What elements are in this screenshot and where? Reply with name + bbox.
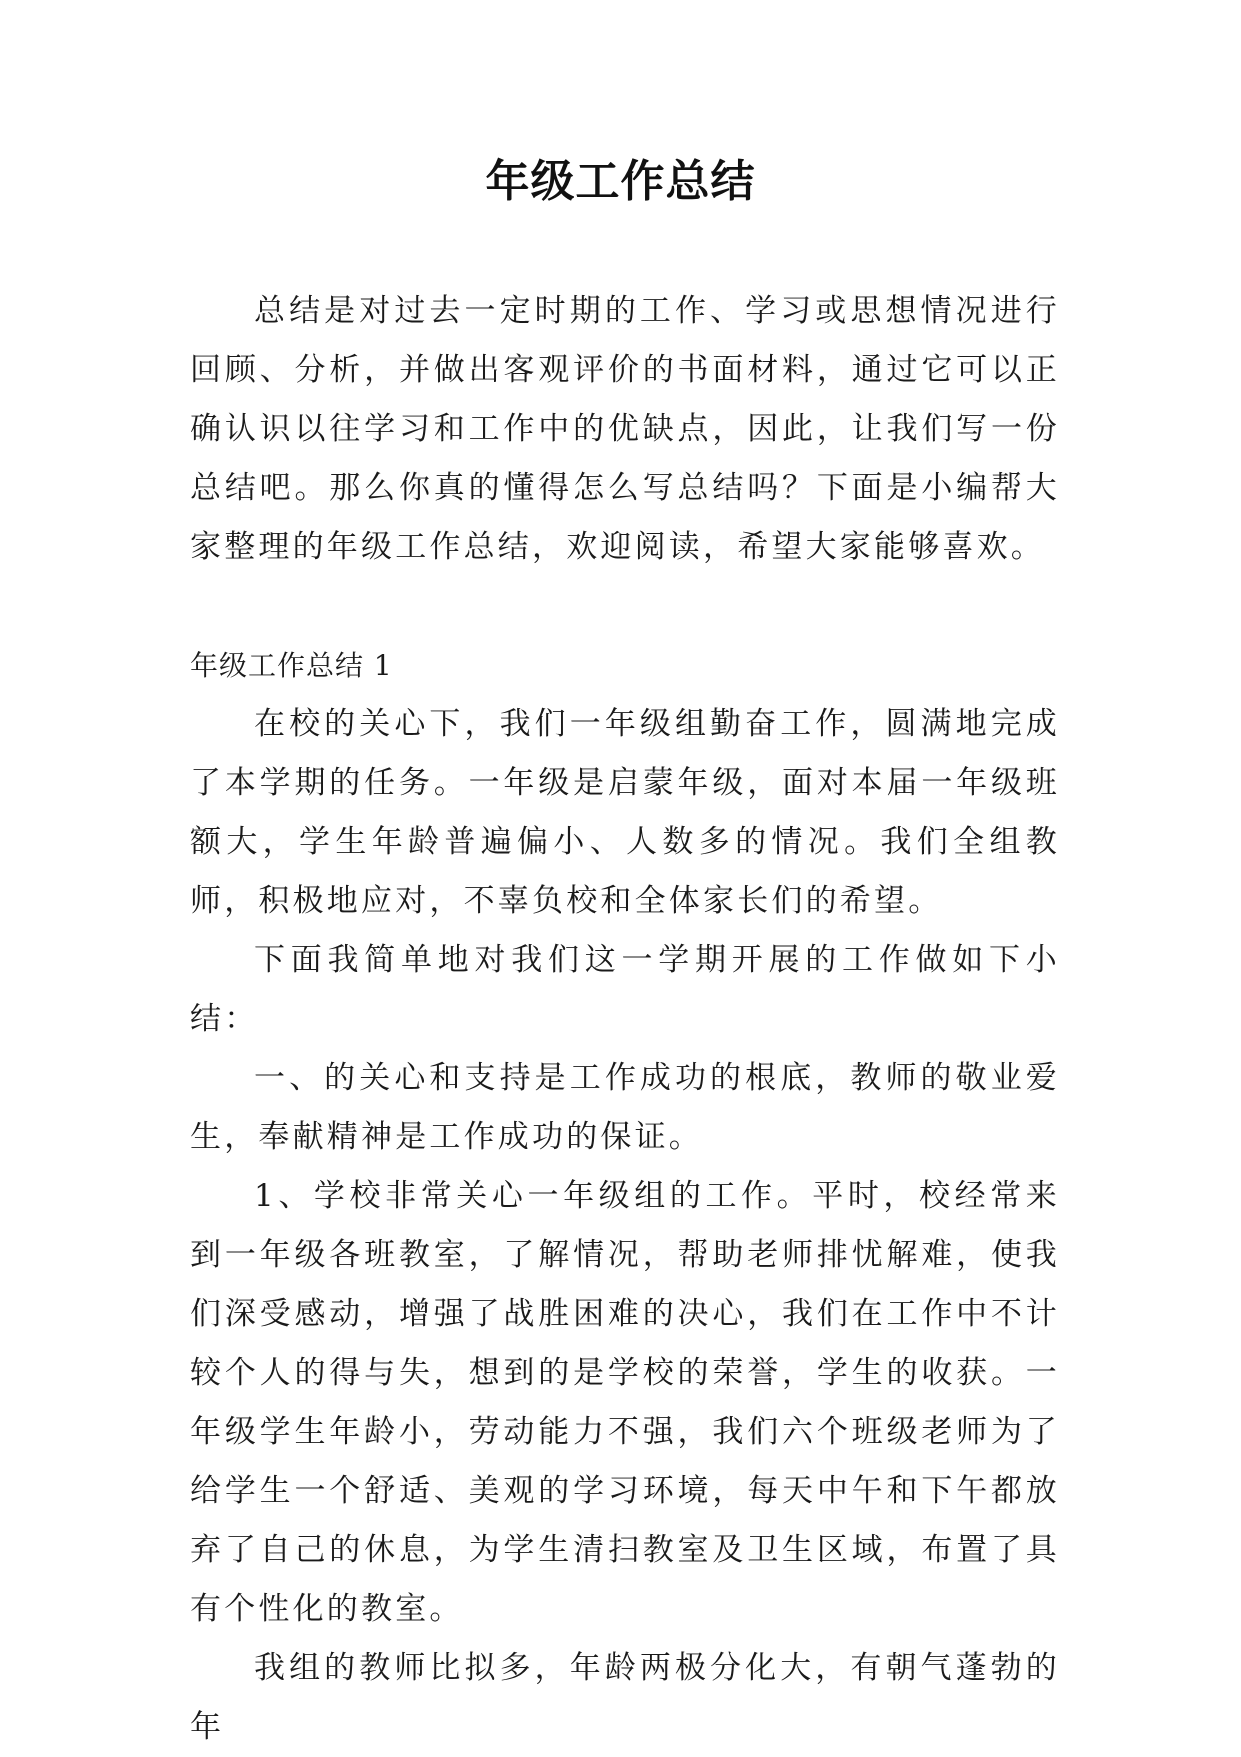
body-paragraph: 一、的关心和支持是工作成功的根底，教师的敬业爱生，奉献精神是工作成功的保证。 [190, 1060, 1060, 1155]
section-heading: 年级工作总结 1 [190, 649, 393, 682]
body-paragraph: 1、学校非常关心一年级组的工作。平时，校经常来到一年级各班教室，了解情况，帮助老师排忧解难，使我们深受感动，增强了战胜困难的决心，我们在工作中不计较个人的得与失，想到的是学校的荣誉，学生的收获。一年级学生年龄小，劳动能力不强，我们六个班级老师为了给学生一个舒适、美观的学习环境，每天中午和下午都放弃了自己的休息，为学生清扫教室及卫生区域，布置了具有个性化的教室。 [190, 1178, 1060, 1627]
body-paragraph: 我组的教师比拟多，年龄两极分化大，有朝气蓬勃的年 [190, 1650, 1060, 1745]
document-body [190, 282, 1060, 1757]
intro-paragraph: 总结是对过去一定时期的工作、学习或思想情况进行回顾、分析，并做出客观评价的书面材料，通过它可以正确认识以往学习和工作中的优缺点，因此，让我们写一份总结吧。那么你真的懂得怎么写总结吗？下面是小编帮大家整理的年级工作总结，欢迎阅读，希望大家能够喜欢。 [190, 293, 1060, 565]
document-title: 年级工作总结 [485, 156, 756, 207]
body-paragraph: 在校的关心下，我们一年级组勤奋工作，圆满地完成了本学期的任务。一年级是启蒙年级，面对本届一年级班额大，学生年龄普遍偏小、人数多的情况。我们全组教师，积极地应对，不辜负校和全体家长们的希望。 [190, 706, 1060, 919]
body-paragraph: 下面我简单地对我们这一学期开展的工作做如下小结： [190, 942, 1060, 1037]
